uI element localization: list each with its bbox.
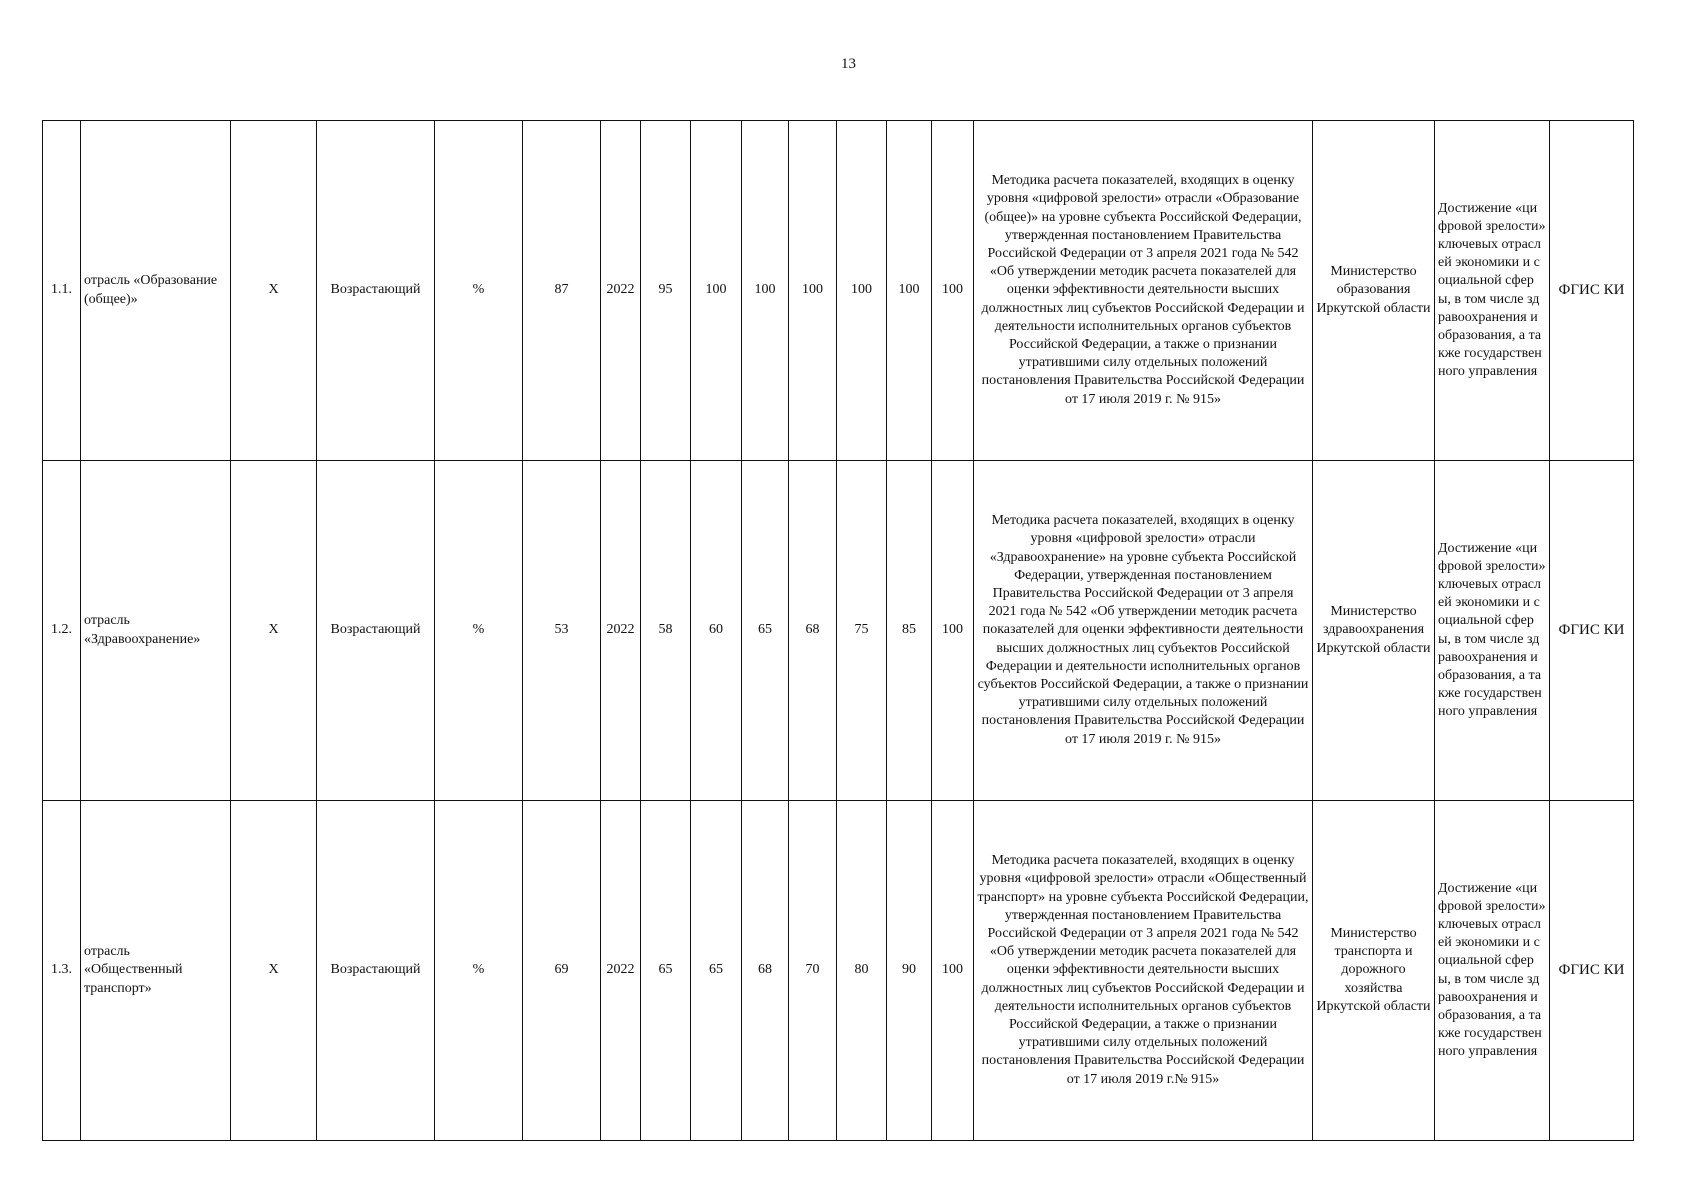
base-value: 87 (523, 121, 601, 461)
table-row (43, 121, 1634, 461)
method-text: Методика расчета показателей, входящих в оценку уровня «цифровой зрелости» отрасли «Здравоохранение» на уровне субъекта Российской Федерации, утвержденная постановлением Правительства Российской Федерации от 3 апреля 2021 года № 542 «Об утверждении методик расчета показателей для оценки эффективности деятельности высших должностных лиц субъектов Российской Федерации и деятельности исполнительных органов субъектов Российской Федерации, а также о признании утратившими силу отдельных положений постановления Правительства Российской Федерации от 17 июля 2019 г. № 915» (974, 461, 1313, 801)
info-system: ФГИС КИ (1550, 461, 1634, 801)
responsible-body: Министерство транспорта и дорожного хозяйства Иркутской области (1313, 801, 1435, 1141)
trend: Возрастающий (317, 121, 435, 461)
method-text: Методика расчета показателей, входящих в оценку уровня «цифровой зрелости» отрасли «Общественный транспорт» на уровне субъекта Российской Федерации, утвержденная постановлением Правительства Российской Федерации от 3 апреля 2021 года № 542 «Об утверждении методик расчета показателей для оценки эффективности деятельности высших должностных лиц субъектов Российской Федерации и деятельности исполнительных органов субъектов Российской Федерации, а также о признании утратившими силу отдельных положений постановления Правительства Российской Федерации от 17 июля 2019 г.№ 915» (974, 801, 1313, 1141)
year-value: 70 (789, 801, 837, 1141)
year-value: 65 (641, 801, 691, 1141)
year-value: 65 (691, 801, 742, 1141)
table-row (43, 801, 1634, 1141)
unit: % (435, 121, 523, 461)
indicators-table (42, 120, 1634, 1141)
base-value: 69 (523, 801, 601, 1141)
indicator-name: отрасль «Здравоохранение» (81, 461, 231, 801)
year-value: 100 (691, 121, 742, 461)
year-value: 100 (837, 121, 887, 461)
year-value: 100 (742, 121, 789, 461)
unit: % (435, 801, 523, 1141)
year-value: 100 (932, 461, 974, 801)
method-text: Методика расчета показателей, входящих в оценку уровня «цифровой зрелости» отрасли «Образование (общее)» на уровне субъекта Российской Федерации, утвержденная постановлением Правительства Российской Федерации от 3 апреля 2021 года № 542 «Об утверждении методик расчета показателей для оценки эффективности деятельности высших должностных лиц субъектов Российской Федерации и деятельности исполнительных органов субъектов Российской Федерации, а также о признании утратившими силу отдельных положений постановления Правительства Российской Федерации от 17 июля 2019 г. № 915» (974, 121, 1313, 461)
info-system: ФГИС КИ (1550, 121, 1634, 461)
base-year: 2022 (601, 801, 641, 1141)
row-id: 1.2. (43, 461, 81, 801)
year-value: 100 (932, 801, 974, 1141)
unit: % (435, 461, 523, 801)
year-value: 65 (742, 461, 789, 801)
year-value: 95 (641, 121, 691, 461)
trend: Возрастающий (317, 461, 435, 801)
year-value: 80 (837, 801, 887, 1141)
year-value: 100 (789, 121, 837, 461)
goal-text: Достижение «цифровой зрелости» ключевых отраслей экономики и социальной сферы, в том числе здравоохранения и образования, а также государственного управления (1435, 801, 1550, 1141)
row-id: 1.3. (43, 801, 81, 1141)
trend: Возрастающий (317, 801, 435, 1141)
mark: Х (231, 121, 317, 461)
mark: Х (231, 461, 317, 801)
row-id: 1.1. (43, 121, 81, 461)
table-row (43, 461, 1634, 801)
year-value: 60 (691, 461, 742, 801)
indicator-name: отрасль «Образование (общее)» (81, 121, 231, 461)
page-number: 13 (841, 56, 856, 72)
base-value: 53 (523, 461, 601, 801)
responsible-body: Министерство здравоохранения Иркутской области (1313, 461, 1435, 801)
responsible-body: Министерство образования Иркутской области (1313, 121, 1435, 461)
year-value: 85 (887, 461, 932, 801)
base-year: 2022 (601, 461, 641, 801)
year-value: 100 (887, 121, 932, 461)
year-value: 100 (932, 121, 974, 461)
year-value: 75 (837, 461, 887, 801)
info-system: ФГИС КИ (1550, 801, 1634, 1141)
mark: Х (231, 801, 317, 1141)
indicator-name: отрасль «Общественный транспорт» (81, 801, 231, 1141)
year-value: 90 (887, 801, 932, 1141)
goal-text: Достижение «цифровой зрелости» ключевых отраслей экономики и социальной сферы, в том числе здравоохранения и образования, а также государственного управления (1435, 121, 1550, 461)
goal-text: Достижение «цифровой зрелости» ключевых отраслей экономики и социальной сферы, в том числе здравоохранения и образования, а также государственного управления (1435, 461, 1550, 801)
year-value: 58 (641, 461, 691, 801)
year-value: 68 (742, 801, 789, 1141)
year-value: 68 (789, 461, 837, 801)
base-year: 2022 (601, 121, 641, 461)
